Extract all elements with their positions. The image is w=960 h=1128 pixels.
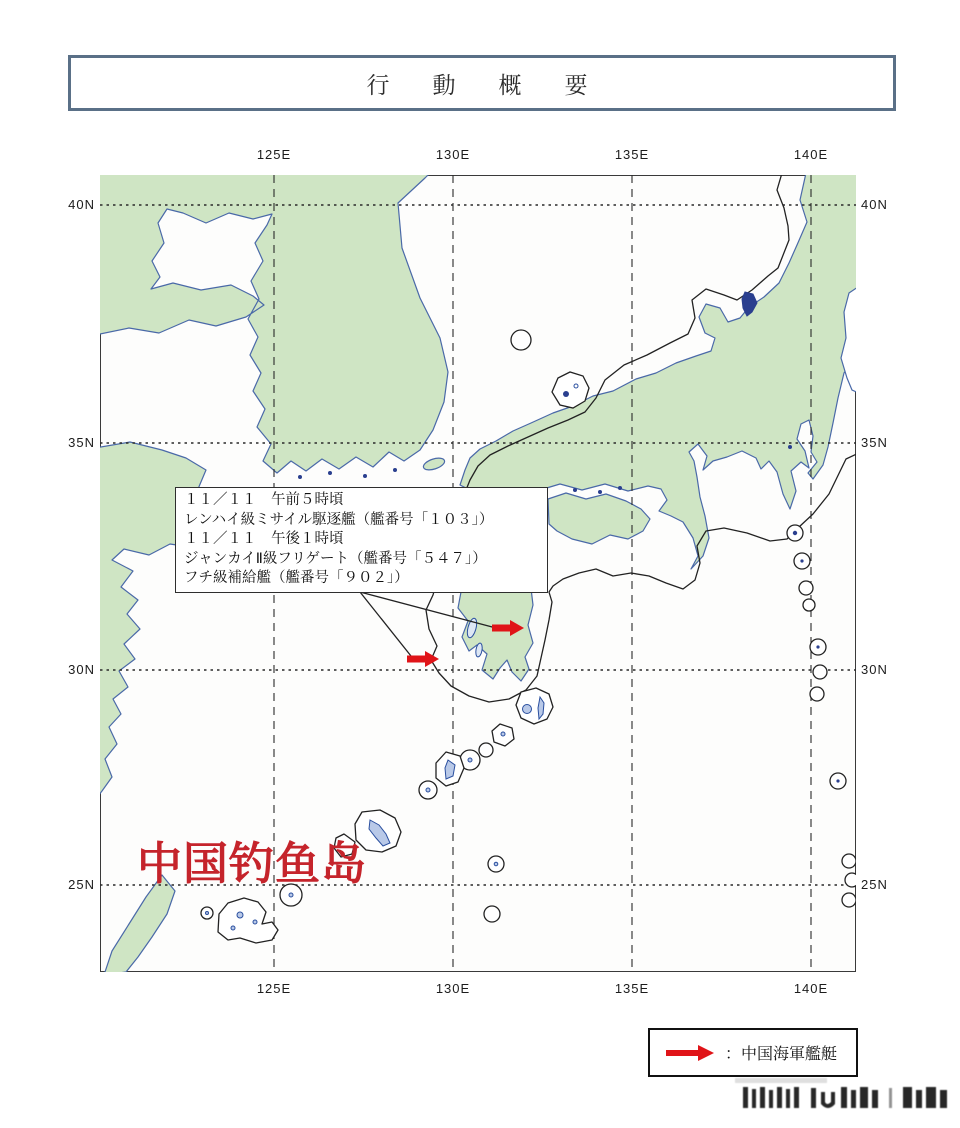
ryukyu-islands-chain: [201, 688, 553, 943]
axis-label-right-35n: 35N: [861, 435, 888, 450]
korea-south-island: [422, 456, 446, 472]
oki-islands: [552, 372, 589, 408]
ship-annotation-box: [175, 487, 548, 593]
axis-label-top-125e: 125E: [256, 147, 292, 162]
annotation-line-1: １１／１１ 午前５時頃: [184, 492, 344, 508]
legend-red-arrow-icon: [664, 1044, 716, 1062]
axis-label-top-135e: 135E: [614, 147, 650, 162]
axis-label-right-30n: 30N: [861, 662, 888, 677]
annotation-line-3: １１／１１ 午後１時頃: [184, 531, 344, 548]
overlay-label-diaoyu: 中国钓鱼岛: [137, 838, 368, 889]
axis-label-bottom-125e: 125E: [256, 981, 292, 996]
izu-islands-chain: [787, 525, 856, 907]
annotation-line-5: フチ級補給艦（艦番号「９０２」）: [184, 570, 409, 587]
landmass-shikoku: [548, 493, 650, 544]
legend-label: ：中国海軍艦艇: [725, 1046, 838, 1063]
axis-label-bottom-135e: 135E: [614, 981, 650, 996]
axis-label-bottom-140e: 140E: [793, 981, 829, 996]
axis-label-left-30n: 30N: [68, 662, 95, 677]
cropped-watermark-marks: [733, 1078, 959, 1110]
title-box: [68, 55, 896, 111]
page-title: 行 動 概 要: [366, 71, 598, 98]
axis-label-top-140e: 140E: [793, 147, 829, 162]
axis-label-left-40n: 40N: [68, 197, 95, 212]
axis-label-right-25n: 25N: [861, 877, 888, 892]
ulleungdo-circle: [511, 330, 531, 350]
annotation-line-2: レンハイ級ミサイル駆逐艦（艦番号「１０３」）: [184, 511, 494, 528]
legend-box: [648, 1028, 858, 1077]
axis-label-left-35n: 35N: [68, 435, 95, 450]
axis-label-right-40n: 40N: [861, 197, 888, 212]
axis-label-bottom-130e: 130E: [435, 981, 471, 996]
axis-label-top-130e: 130E: [435, 147, 471, 162]
annotation-line-4: ジャンカイⅡ級フリゲート（艦番号「５４７」）: [184, 550, 487, 567]
axis-label-left-25n: 25N: [68, 877, 95, 892]
